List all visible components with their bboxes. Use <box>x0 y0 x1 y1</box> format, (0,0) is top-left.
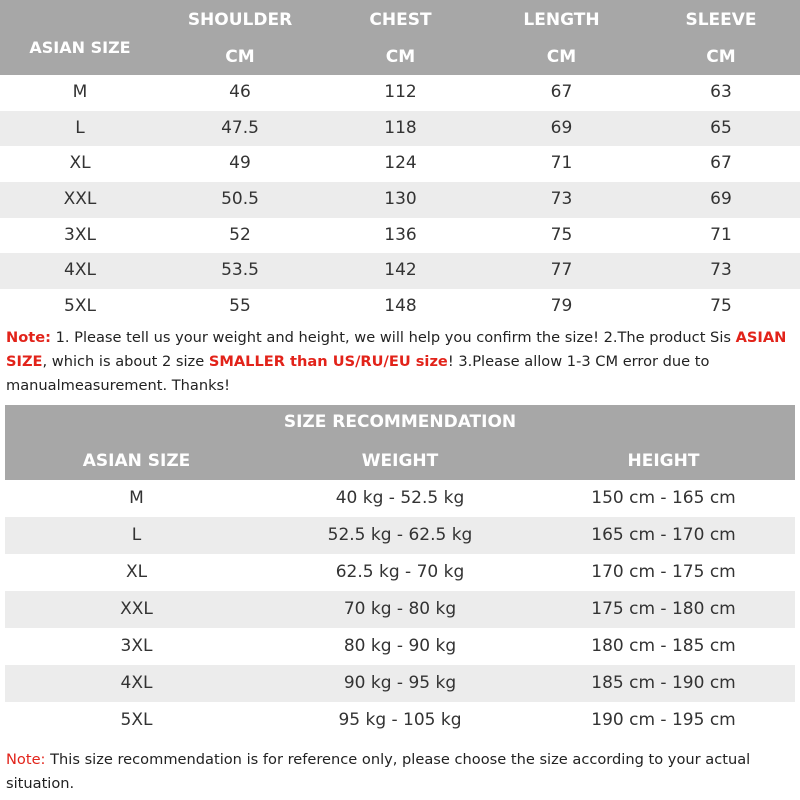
shoulder-cell: 55 <box>229 296 251 317</box>
size-cell: XL <box>125 562 148 582</box>
weight-cell: 62.5 kg - 70 kg <box>335 562 465 582</box>
size-cell: L <box>131 525 142 545</box>
length-cell: 71 <box>550 153 573 174</box>
chest-cell: 118 <box>384 117 417 138</box>
size-cell: L <box>75 117 85 138</box>
table-row <box>0 253 800 289</box>
header-shoulder-unit: CM <box>225 47 255 67</box>
table-row <box>5 702 795 739</box>
sleeve-cell: 69 <box>710 189 732 210</box>
table-row <box>5 517 795 554</box>
length-cell: 73 <box>550 189 573 210</box>
sleeve-cell: 67 <box>710 153 732 174</box>
header-sleeve: SLEEVE <box>685 10 757 30</box>
table-row <box>0 182 800 218</box>
chest-cell: 112 <box>384 82 417 102</box>
note-label: Note: <box>6 329 51 346</box>
recommendation-header <box>5 405 795 480</box>
header-asian-size: ASIAN SIZE <box>82 451 191 471</box>
height-cell: 170 cm - 175 cm <box>591 562 736 582</box>
sleeve-cell: 65 <box>710 117 732 138</box>
size-cell: 3XL <box>120 636 153 656</box>
table-row <box>5 665 795 702</box>
table-row <box>5 591 795 628</box>
sleeve-cell: 71 <box>710 224 732 245</box>
weight-cell: 52.5 kg - 62.5 kg <box>327 525 473 545</box>
header-height: HEIGHT <box>627 451 700 471</box>
shoulder-cell: 46 <box>229 82 251 102</box>
note-text: 1. Please tell us your weight and height, we will help you confirm the size! 2.The product Sis <box>50 329 736 346</box>
weight-cell: 80 kg - 90 kg <box>343 636 457 656</box>
shoulder-cell: 53.5 <box>221 260 259 281</box>
length-cell: 69 <box>550 117 573 138</box>
shoulder-cell: 50.5 <box>221 189 259 210</box>
size-chart-header <box>0 0 800 75</box>
weight-cell: 70 kg - 80 kg <box>343 599 457 619</box>
height-cell: 180 cm - 185 cm <box>591 636 736 656</box>
height-cell: 175 cm - 180 cm <box>591 599 736 619</box>
height-cell: 165 cm - 170 cm <box>591 525 736 545</box>
table-row <box>5 554 795 591</box>
note-highlight-asian-size: ASIAN SIZE <box>6 329 787 370</box>
weight-cell: 95 kg - 105 kg <box>338 710 462 730</box>
length-cell: 79 <box>550 296 573 317</box>
table-row <box>0 146 800 182</box>
chest-cell: 130 <box>384 189 417 210</box>
table-row <box>0 289 800 325</box>
size-chart-table <box>0 0 800 325</box>
header-asian-size: ASIAN SIZE <box>29 38 131 57</box>
size-cell: M <box>72 82 88 102</box>
table-row <box>5 628 795 665</box>
size-cell: 5XL <box>64 296 96 317</box>
chest-cell: 148 <box>384 296 417 317</box>
chest-cell: 136 <box>384 224 417 245</box>
header-weight: WEIGHT <box>361 451 439 471</box>
size-chart-note <box>6 326 800 394</box>
note-text: ! 3.Please allow 1-3 CM error due to manualmeasurement. Thanks! <box>6 353 710 394</box>
size-cell: 3XL <box>64 224 96 245</box>
header-sleeve-unit: CM <box>706 47 736 67</box>
header-chest: CHEST <box>369 10 432 30</box>
header-length-unit: CM <box>546 47 577 67</box>
shoulder-cell: 47.5 <box>221 117 259 138</box>
size-recommendation-table <box>5 405 795 739</box>
header-chest-unit: CM <box>385 47 416 67</box>
height-cell: 150 cm - 165 cm <box>591 488 736 508</box>
note-text: , which is about 2 size <box>42 353 209 370</box>
table-row <box>5 480 795 517</box>
table-row <box>0 75 800 111</box>
size-cell: XXL <box>63 189 97 210</box>
chest-cell: 142 <box>384 260 417 281</box>
shoulder-cell: 49 <box>229 153 251 174</box>
height-cell: 190 cm - 195 cm <box>591 710 736 730</box>
table-row <box>0 218 800 254</box>
length-cell: 77 <box>550 260 573 281</box>
size-cell: M <box>129 488 144 508</box>
size-cell: 4XL <box>120 673 153 693</box>
shoulder-cell: 52 <box>229 224 251 245</box>
weight-cell: 90 kg - 95 kg <box>343 673 457 693</box>
chest-cell: 124 <box>384 153 417 174</box>
table-row <box>0 111 800 147</box>
size-cell: XXL <box>120 599 153 619</box>
sleeve-cell: 73 <box>710 260 732 281</box>
size-cell: 5XL <box>120 710 153 730</box>
recommendation-note <box>6 748 794 796</box>
note-text: This size recommendation is for reference only, please choose the size according to your actual situation. <box>6 751 751 792</box>
note-label: Note: <box>6 751 46 768</box>
length-cell: 67 <box>550 82 573 102</box>
length-cell: 75 <box>550 224 573 245</box>
size-cell: XL <box>69 153 91 174</box>
sleeve-cell: 63 <box>710 82 732 102</box>
header-shoulder: SHOULDER <box>187 10 293 30</box>
recommendation-title: SIZE RECOMMENDATION <box>283 412 517 432</box>
size-cell: 4XL <box>64 260 96 281</box>
header-length: LENGTH <box>523 10 600 30</box>
sleeve-cell: 75 <box>710 296 732 317</box>
weight-cell: 40 kg - 52.5 kg <box>335 488 465 508</box>
height-cell: 185 cm - 190 cm <box>591 673 736 693</box>
note-highlight-smaller: SMALLER than US/RU/EU size <box>208 353 448 370</box>
